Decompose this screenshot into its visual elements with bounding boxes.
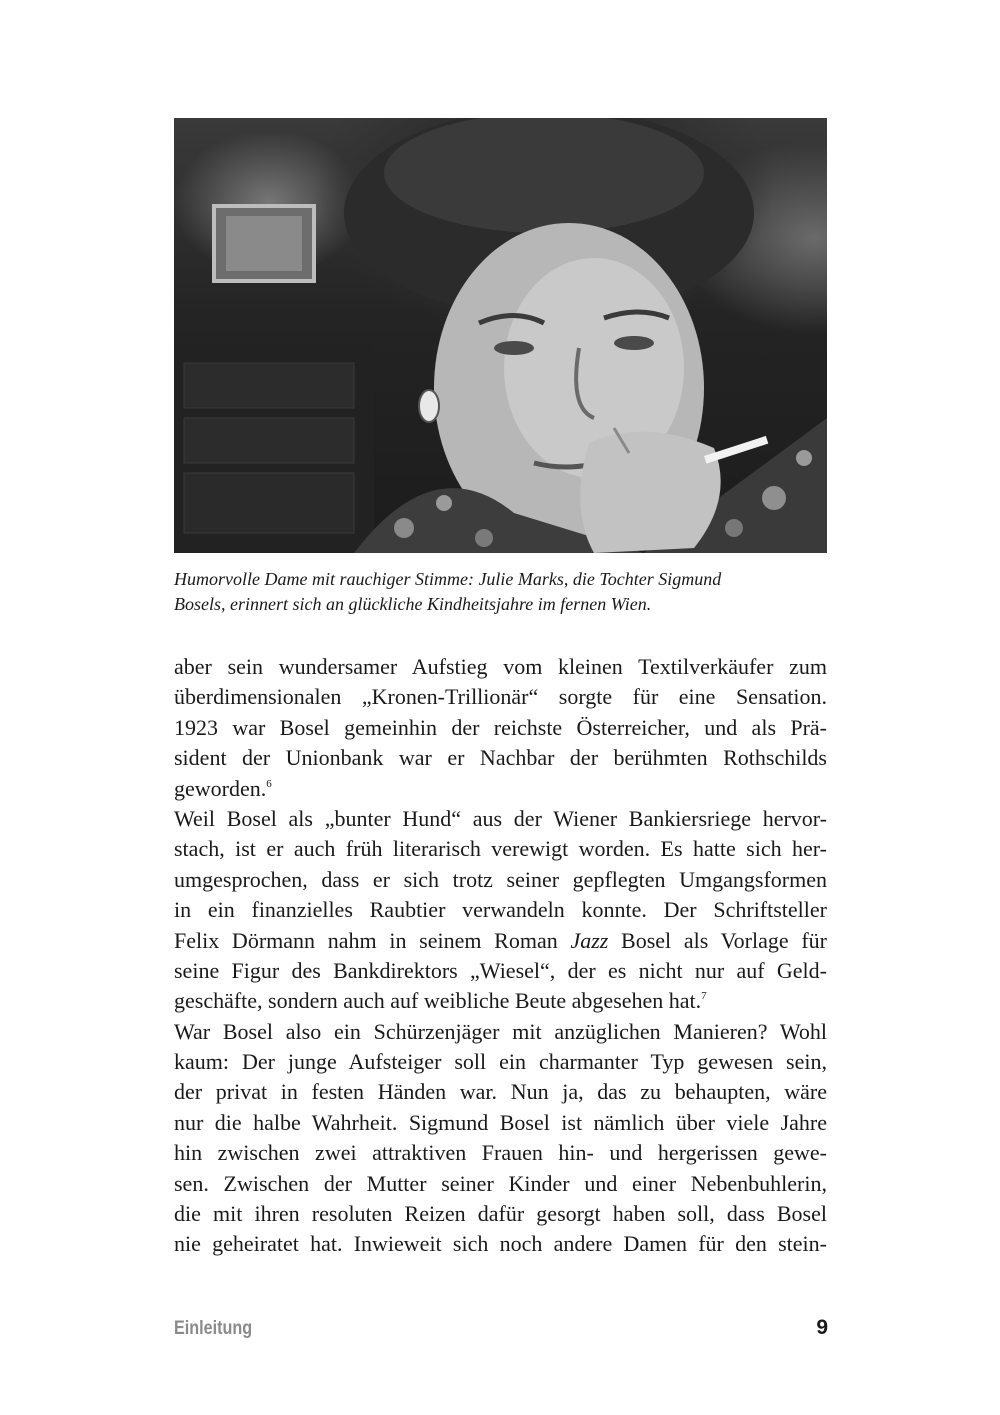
text-line: überdimensionalen „Kronen-Trillionär“ sorgte für eine Sensation. (174, 684, 827, 710)
text-line: sident der Unionbank war er Nachbar der berühmten Rothschilds (174, 745, 827, 771)
portrait-illustration (174, 118, 827, 553)
text-line: 1923 war Bosel gemeinhin der reichste Österreicher, und als Prä- (174, 714, 827, 740)
text-fragment: Bosel als Vorlage für (608, 927, 827, 953)
text-line: Weil Bosel als „bunter Hund“ aus der Wiener Bankiersriege hervor- (174, 805, 827, 831)
portrait-photo (174, 118, 827, 553)
text-line (174, 926, 827, 956)
book-title: Jazz (570, 927, 609, 953)
caption-line: Bosels, erinnert sich an glückliche Kindheitsjahre im fernen Wien. (174, 594, 652, 614)
text-fragment: geschäfte, sondern auch auf weibliche Beute abgesehen hat. (174, 988, 702, 1014)
text-line (174, 986, 827, 1016)
caption-line: Humorvolle Dame mit rauchiger Stimme: Julie Marks, die Tochter Sigmund (174, 569, 722, 589)
text-line: der privat in festen Händen war. Nun ja, das zu behaupten, wäre (174, 1079, 827, 1105)
text-line: aber sein wundersamer Aufstieg vom kleinen Textilverkäufer zum (174, 654, 827, 679)
text-line: nur die halbe Wahrheit. Sigmund Bosel ist nämlich über viele Jahre (174, 1109, 827, 1135)
text-fragment: Felix Dörmann nahm in seinem Roman (174, 927, 571, 953)
photo-caption (174, 567, 834, 617)
page-number: 9 (816, 1316, 828, 1339)
text-line: kaum: Der junge Aufsteiger soll ein charmanter Typ gewesen sein, (174, 1049, 827, 1075)
text-line: nie geheiratet hat. Inwieweit sich noch andere Damen für den stein- (174, 1231, 827, 1257)
text-line (174, 774, 827, 804)
text-line: seine Figur des Bankdirektors „Wiesel“, der es nicht nur auf Geld- (174, 957, 827, 983)
footnote-marker: 7 (701, 990, 707, 1003)
text-line: umgesprochen, dass er sich trotz seiner gepflegten Umgangsformen (174, 866, 827, 892)
text-line: in ein finanzielles Raubtier verwandeln konnte. Der Schriftsteller (174, 897, 827, 923)
text-fragment: geworden. (174, 775, 267, 801)
text-line: hin zwischen zwei attraktiven Frauen hin- und hergerissen gewe- (174, 1140, 827, 1166)
text-line: War Bosel also ein Schürzenjäger mit anzüglichen Manieren? Wohl (174, 1018, 827, 1044)
running-footer-section: Einleitung (174, 1318, 253, 1339)
text-line: die mit ihren resoluten Reizen dafür gesorgt haben soll, dass Bosel (174, 1201, 827, 1227)
footnote-marker: 6 (266, 777, 272, 790)
text-line: stach, ist er auch früh literarisch verewigt worden. Es hatte sich her- (174, 836, 827, 862)
body-text (174, 652, 827, 1260)
text-line: sen. Zwischen der Mutter seiner Kinder und einer Nebenbuhlerin, (174, 1170, 827, 1196)
